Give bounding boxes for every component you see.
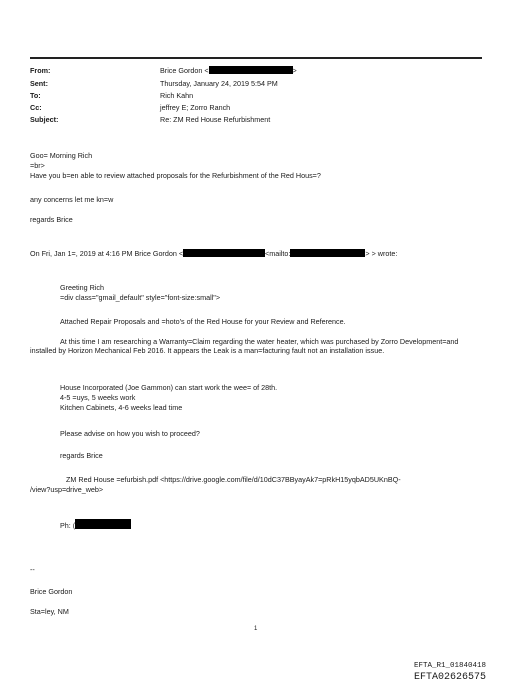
from-label: From: xyxy=(30,66,51,75)
redaction-box xyxy=(290,249,365,257)
subject-label: Subject: xyxy=(30,115,59,124)
body-question: Have you b=en able to review attached proposals for the Refurbishment of the Red Hous=? xyxy=(30,171,321,180)
quoted-duration: 4-5 =uys, 5 weeks work xyxy=(60,393,136,402)
body-regards: regards Brice xyxy=(30,215,73,224)
quoted-regards: regards Brice xyxy=(60,451,103,460)
body-br: =br> xyxy=(30,161,45,170)
phone-line xyxy=(60,519,131,530)
phone-label: Ph: ( xyxy=(60,521,76,530)
quoted-cabinets: Kitchen Cabinets, 4-6 weeks lead time xyxy=(60,403,183,412)
attachment-link-line1[interactable]: ZM Red House =efurbish.pdf <https://drive.google.com/file/d/10dC37BByayAk7=pRkH15yqbAD5UKnBQ- xyxy=(66,475,401,484)
page-number: 1 xyxy=(254,626,258,632)
quote-intro-suffix: > > wrote: xyxy=(365,249,398,258)
footer-id-large: EFTA02626575 xyxy=(413,672,486,683)
to-label: To: xyxy=(30,91,41,100)
redaction-box xyxy=(75,519,131,529)
sent-value: Thursday, January 24, 2019 5:54 PM xyxy=(160,79,278,88)
quote-intro-prefix: On Fri, Jan 1=, 2019 at 4:16 PM Brice Gordon < xyxy=(30,249,184,258)
quoted-attached: Attached Repair Proposals and =hoto's of the Red House for your Review and Reference. xyxy=(60,317,346,326)
redaction-box xyxy=(209,66,293,74)
quote-intro-mailto: <mailto: xyxy=(265,249,291,258)
quoted-greeting: Greeting Rich xyxy=(60,283,104,292)
redaction-box xyxy=(183,249,265,257)
quote-intro xyxy=(30,249,397,258)
quoted-advise: Please advise on how you wish to proceed? xyxy=(60,429,200,438)
quoted-div-line: =div class="gmail_default" style="font-size:small"> xyxy=(60,293,221,302)
signature-name: Brice Gordon xyxy=(30,587,73,596)
footer-id-small: EFTA_R1_01840418 xyxy=(413,662,486,670)
sent-label: Sent: xyxy=(30,79,48,88)
from-suffix: > xyxy=(292,66,297,75)
from-name: Brice Gordon < xyxy=(160,66,209,75)
cc-value: jeffrey E; Zorro Ranch xyxy=(160,103,231,112)
to-value: Rich Kahn xyxy=(160,91,194,100)
body-concerns: any concerns let me kn=w xyxy=(30,195,114,204)
attachment-link-line2[interactable]: /view?usp=drive_web> xyxy=(30,485,104,494)
subject-value: Re: ZM Red House Refurbishment xyxy=(160,115,271,124)
quoted-house-inc: House Incorporated (Joe Gammon) can start work the wee= of 28th. xyxy=(60,383,278,392)
body-greeting: Goo= Morning Rich xyxy=(30,151,93,160)
from-value xyxy=(160,66,297,75)
signature-location: Sta=ley, NM xyxy=(30,607,69,616)
signature-dashes: -- xyxy=(30,565,35,574)
cc-label: Cc: xyxy=(30,103,42,112)
header-divider xyxy=(30,57,482,59)
quoted-warranty: At this time I am researching a Warranty=Claim regarding the water heater, which was purchased by Zorro Development=and installed by Horizon Mechanical Feb 2016. It appears the Leak is a man=facturing fault not an installation issue. xyxy=(30,337,459,355)
